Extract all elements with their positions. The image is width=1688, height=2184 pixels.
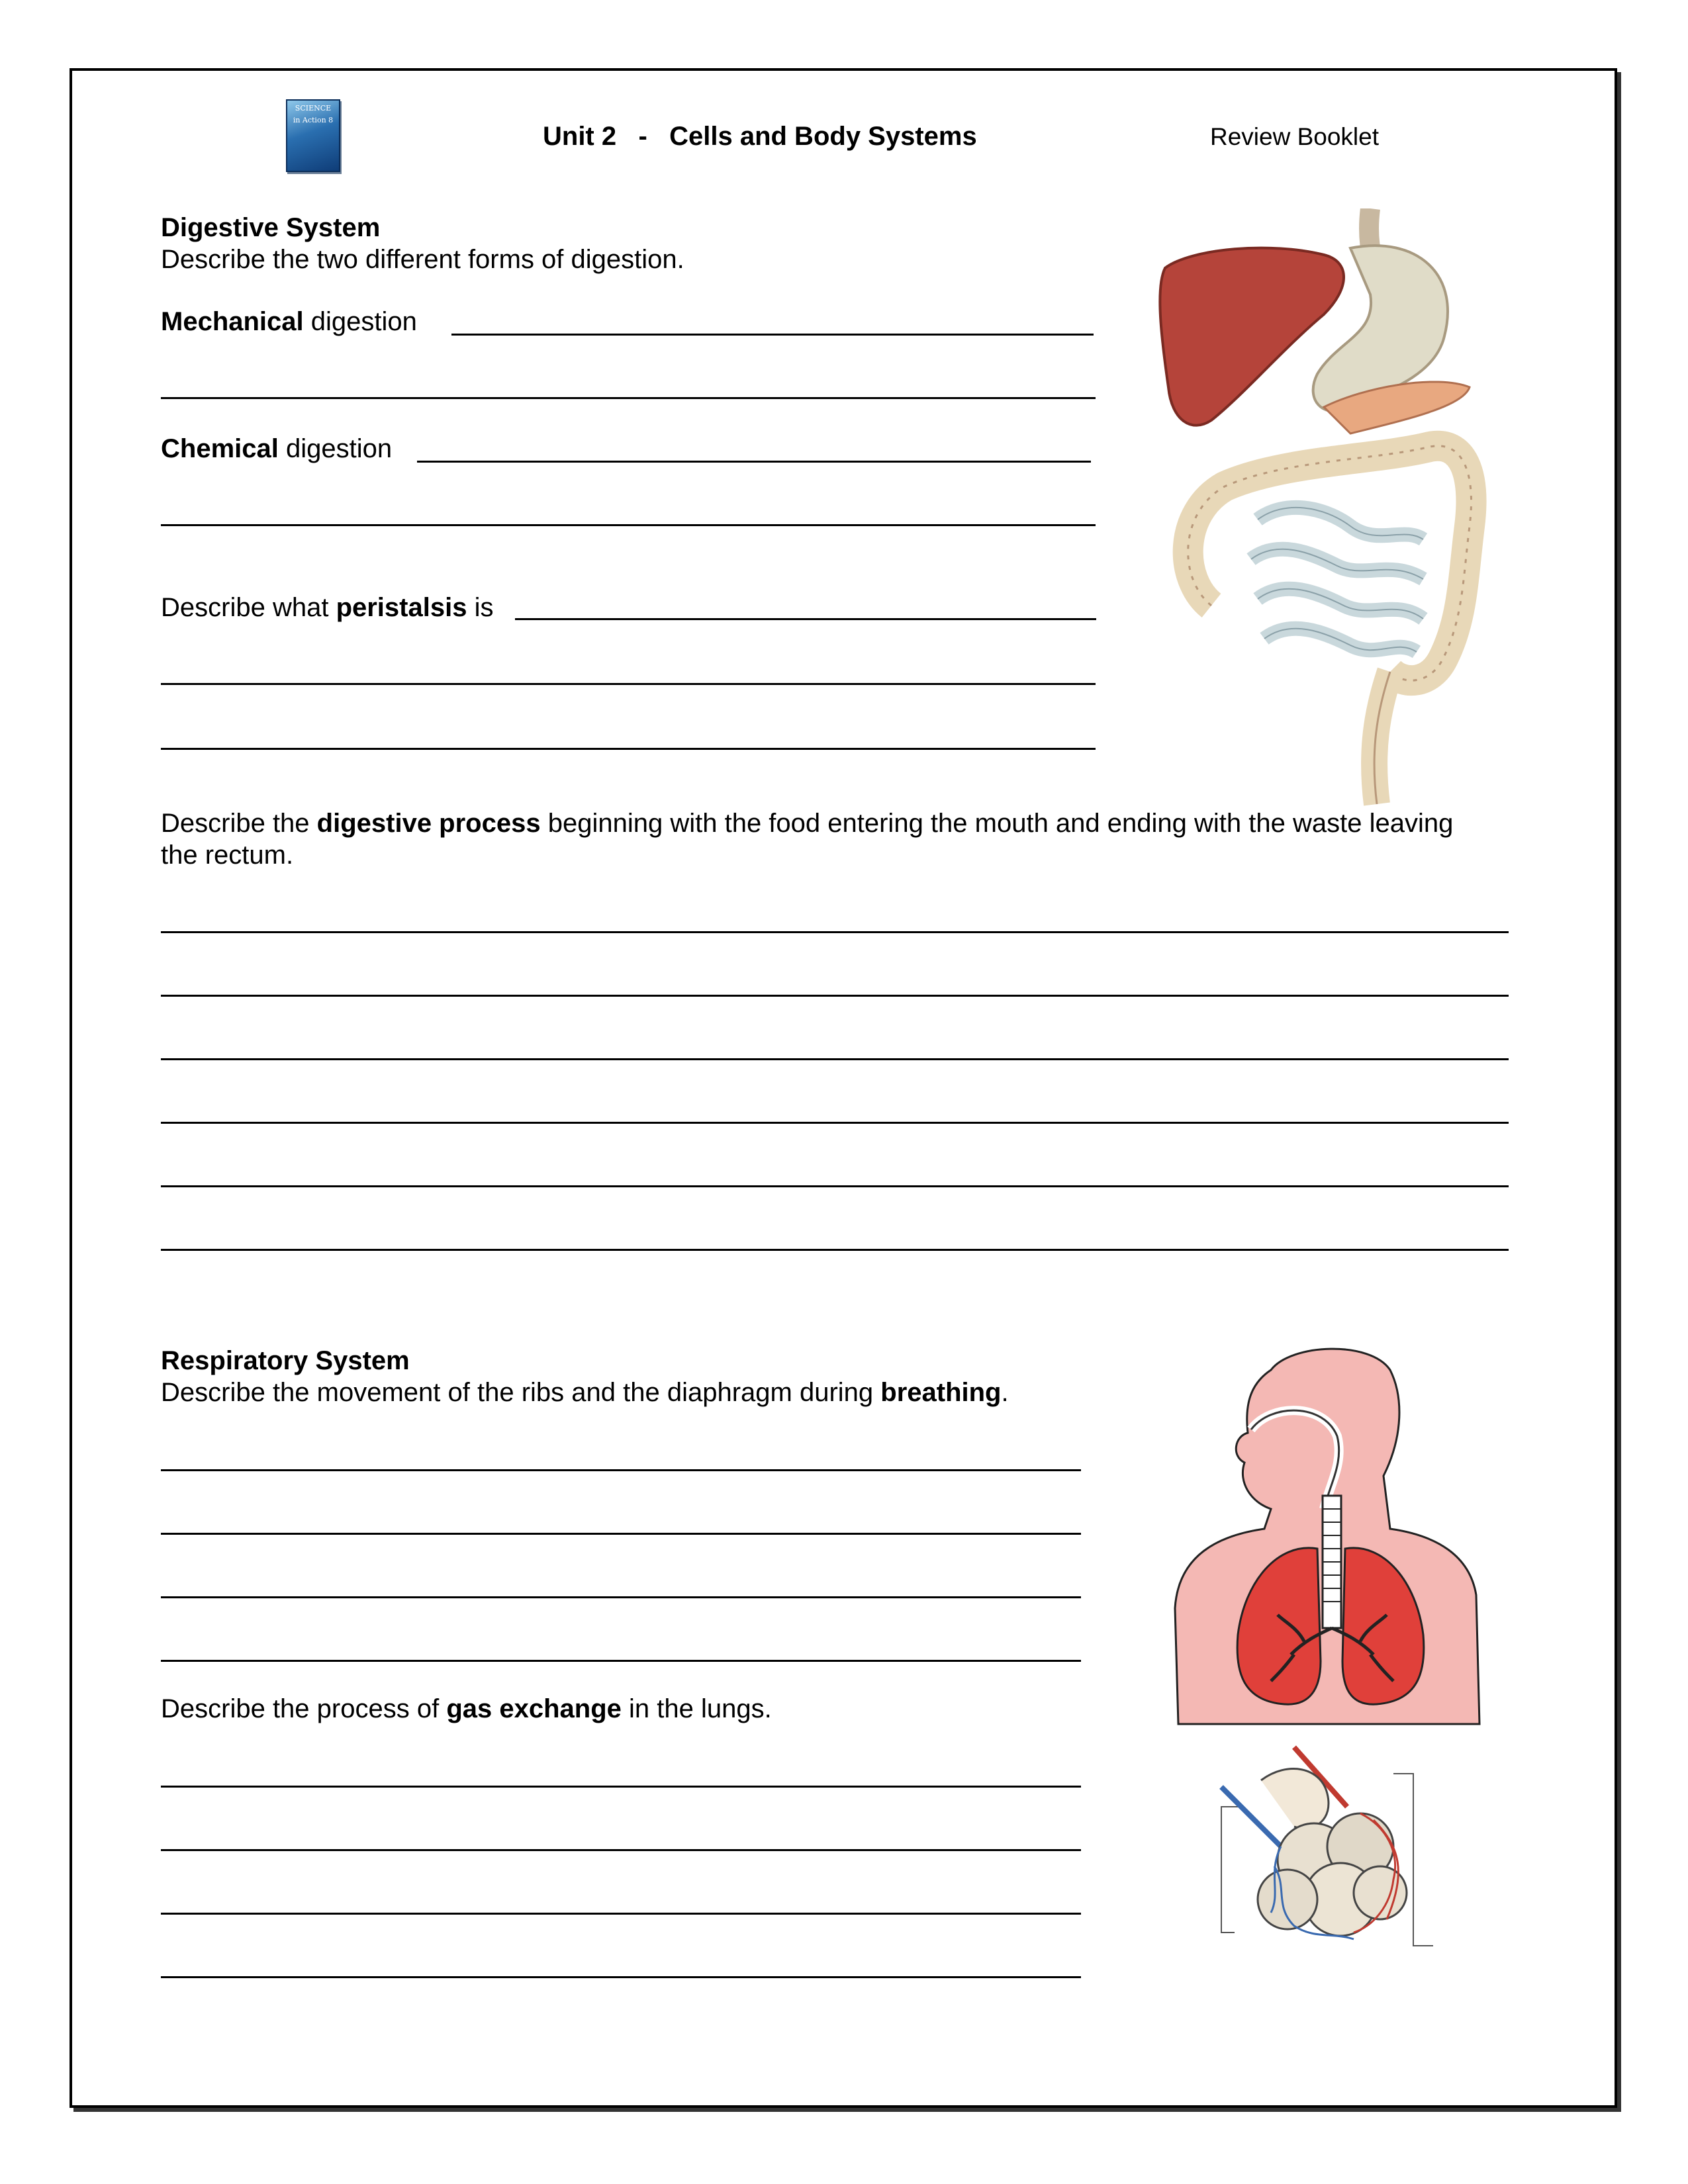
answer-line-gas-4[interactable]: [161, 1976, 1081, 1978]
bronchiole-shape: [1261, 1769, 1329, 1829]
digestive-system-illustration: [1152, 208, 1489, 807]
answer-line-peristalsis-2[interactable]: [161, 683, 1096, 685]
gas-bold: gas exchange: [446, 1694, 622, 1723]
mechanical-rest: digestion: [303, 307, 417, 336]
logo-text-top: SCIENCE: [295, 104, 332, 113]
respiratory-heading: Respiratory System: [161, 1346, 410, 1375]
answer-line-mechanical-2[interactable]: [161, 397, 1096, 399]
small-intestine-shape: [1251, 508, 1423, 652]
answer-line-breathing-3[interactable]: [161, 1596, 1081, 1598]
answer-line-process-1[interactable]: [161, 931, 1509, 933]
answer-line-process-4[interactable]: [161, 1122, 1509, 1124]
peristalsis-post: is: [467, 593, 494, 622]
process-pre: Describe the: [161, 809, 317, 838]
alveoli-illustration: [1208, 1734, 1499, 1959]
review-booklet-label: Review Booklet: [1210, 123, 1380, 150]
peristalsis-pre: Describe what: [161, 593, 336, 622]
answer-line-breathing-2[interactable]: [161, 1533, 1081, 1535]
rectum-shape: [1374, 672, 1390, 804]
science-in-action-logo: [286, 99, 340, 172]
answer-line-chemical[interactable]: [417, 461, 1091, 463]
breathing-prompt: [161, 1377, 1009, 1408]
answer-line-gas-2[interactable]: [161, 1849, 1081, 1851]
chemical-digestion-prompt: [161, 433, 392, 465]
digestive-process-prompt-line2: the rectum.: [161, 841, 294, 870]
logo-text-bottom: in Action 8: [293, 116, 334, 124]
answer-line-gas-3[interactable]: [161, 1913, 1081, 1915]
chemical-rest: digestion: [278, 434, 393, 463]
digestive-heading: Digestive System: [161, 213, 381, 242]
answer-line-peristalsis-3[interactable]: [161, 748, 1096, 750]
process-bold: digestive process: [316, 809, 541, 838]
answer-line-chemical-2[interactable]: [161, 524, 1096, 526]
peristalsis-prompt: [161, 592, 493, 623]
digestion-forms-prompt: Describe the two different forms of digestion.: [161, 245, 684, 274]
answer-line-peristalsis[interactable]: [515, 618, 1096, 620]
label-bracket-left: [1221, 1807, 1241, 1933]
respiratory-system-illustration: [1172, 1343, 1483, 1727]
answer-line-process-5[interactable]: [161, 1185, 1509, 1187]
answer-line-breathing-4[interactable]: [161, 1660, 1081, 1662]
mechanical-bold: Mechanical: [161, 307, 304, 336]
breathing-pre: Describe the movement of the ribs and the diaphragm during: [161, 1378, 881, 1407]
answer-line-process-3[interactable]: [161, 1058, 1509, 1060]
label-bracket-right: [1393, 1774, 1433, 1946]
digestive-process-prompt: [161, 807, 1453, 839]
chemical-bold: Chemical: [161, 434, 279, 463]
breathing-bold: breathing: [880, 1378, 1002, 1407]
gas-exchange-prompt: [161, 1693, 772, 1725]
process-post: beginning with the food entering the mouth and ending with the waste leaving: [540, 809, 1454, 838]
answer-line-gas-1[interactable]: [161, 1786, 1081, 1788]
answer-line-process-6[interactable]: [161, 1249, 1509, 1251]
answer-line-breathing-1[interactable]: [161, 1469, 1081, 1471]
page-title: Unit 2 - Cells and Body Systems: [543, 122, 977, 151]
mechanical-digestion-prompt: [161, 306, 417, 338]
gas-pre: Describe the process of: [161, 1694, 447, 1723]
answer-line-process-2[interactable]: [161, 995, 1509, 997]
gas-post: in the lungs.: [621, 1694, 772, 1723]
peristalsis-bold: peristalsis: [336, 593, 467, 622]
breathing-post: .: [1001, 1378, 1009, 1407]
answer-line-mechanical[interactable]: [451, 334, 1094, 336]
